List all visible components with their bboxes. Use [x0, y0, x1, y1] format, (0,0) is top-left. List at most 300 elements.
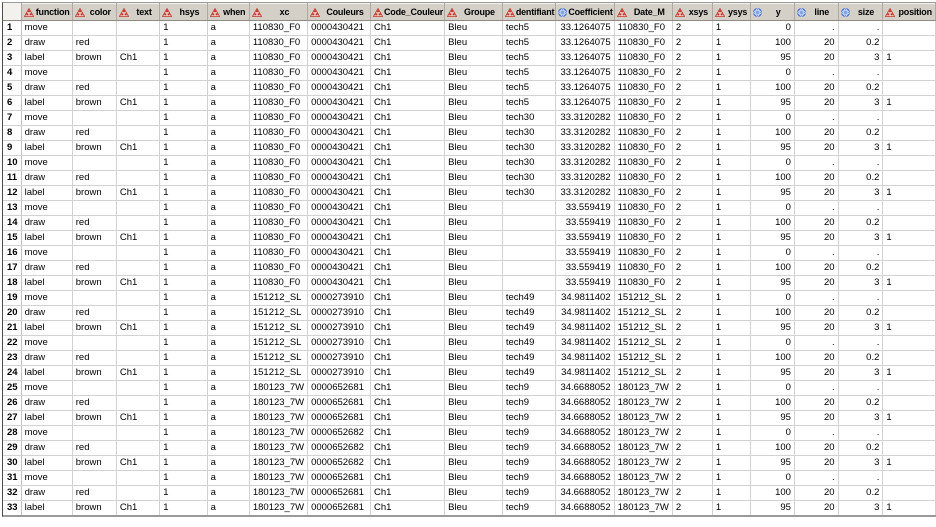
cell-function[interactable]: label	[21, 141, 72, 156]
cell-text[interactable]: Ch1	[116, 366, 159, 381]
cell-color[interactable]: brown	[72, 231, 116, 246]
row-number[interactable]: 19	[3, 291, 21, 306]
cell-couleurs[interactable]: 0000430421	[308, 261, 371, 276]
cell-xc[interactable]: 151212_SL	[249, 321, 307, 336]
cell-xc[interactable]: 151212_SL	[249, 366, 307, 381]
cell-line[interactable]: 20	[794, 186, 838, 201]
cell-xsys[interactable]: 2	[672, 396, 712, 411]
cell-text[interactable]	[116, 351, 159, 366]
cell-when[interactable]: a	[207, 21, 249, 36]
cell-xc[interactable]: 110830_F0	[249, 66, 307, 81]
cell-hsys[interactable]: 1	[160, 246, 207, 261]
cell-xc[interactable]: 110830_F0	[249, 171, 307, 186]
cell-groupe[interactable]: Bleu	[445, 216, 503, 231]
cell-function[interactable]: label	[21, 411, 72, 426]
cell-date_m[interactable]: 110830_F0	[614, 261, 672, 276]
cell-ysys[interactable]: 1	[712, 141, 750, 156]
cell-dentifiant[interactable]: tech9	[502, 396, 556, 411]
cell-groupe[interactable]: Bleu	[445, 231, 503, 246]
cell-xsys[interactable]: 2	[672, 366, 712, 381]
cell-when[interactable]: a	[207, 441, 249, 456]
cell-text[interactable]	[116, 126, 159, 141]
cell-text[interactable]	[116, 246, 159, 261]
cell-date_m[interactable]: 180123_7W	[614, 486, 672, 501]
cell-xsys[interactable]: 2	[672, 276, 712, 291]
cell-coefficient[interactable]: 34.6688052	[556, 486, 614, 501]
cell-couleurs[interactable]: 0000273910	[308, 306, 371, 321]
cell-y[interactable]: 0	[751, 156, 795, 171]
cell-xc[interactable]: 110830_F0	[249, 126, 307, 141]
cell-coefficient[interactable]: 33.1264075	[556, 21, 614, 36]
cell-position[interactable]: 1	[883, 96, 936, 111]
cell-text[interactable]	[116, 426, 159, 441]
cell-color[interactable]: red	[72, 441, 116, 456]
row-number[interactable]: 12	[3, 186, 21, 201]
cell-couleurs[interactable]: 0000652682	[308, 426, 371, 441]
cell-couleurs[interactable]: 0000430421	[308, 171, 371, 186]
cell-coefficient[interactable]: 34.6688052	[556, 381, 614, 396]
cell-xc[interactable]: 180123_7W	[249, 456, 307, 471]
cell-date_m[interactable]: 151212_SL	[614, 291, 672, 306]
cell-size[interactable]: 0.2	[838, 216, 883, 231]
cell-groupe[interactable]: Bleu	[445, 96, 503, 111]
cell-couleurs[interactable]: 0000430421	[308, 21, 371, 36]
row-number[interactable]: 11	[3, 171, 21, 186]
cell-dentifiant[interactable]: tech30	[502, 111, 556, 126]
cell-when[interactable]: a	[207, 486, 249, 501]
cell-code_couleur[interactable]: Ch1	[370, 276, 444, 291]
cell-hsys[interactable]: 1	[160, 381, 207, 396]
cell-xc[interactable]: 180123_7W	[249, 441, 307, 456]
cell-when[interactable]: a	[207, 111, 249, 126]
cell-size[interactable]: 0.2	[838, 171, 883, 186]
cell-hsys[interactable]: 1	[160, 96, 207, 111]
cell-coefficient[interactable]: 34.9811402	[556, 306, 614, 321]
cell-code_couleur[interactable]: Ch1	[370, 231, 444, 246]
cell-groupe[interactable]: Bleu	[445, 351, 503, 366]
cell-when[interactable]: a	[207, 336, 249, 351]
cell-color[interactable]: brown	[72, 276, 116, 291]
cell-position[interactable]: 1	[883, 456, 936, 471]
cell-couleurs[interactable]: 0000430421	[308, 66, 371, 81]
cell-position[interactable]: 1	[883, 51, 936, 66]
cell-date_m[interactable]: 110830_F0	[614, 156, 672, 171]
cell-line[interactable]: 20	[794, 441, 838, 456]
cell-y[interactable]: 100	[751, 216, 795, 231]
cell-couleurs[interactable]: 0000430421	[308, 36, 371, 51]
cell-code_couleur[interactable]: Ch1	[370, 51, 444, 66]
cell-y[interactable]: 100	[751, 171, 795, 186]
cell-color[interactable]: brown	[72, 186, 116, 201]
cell-text[interactable]: Ch1	[116, 456, 159, 471]
cell-xsys[interactable]: 2	[672, 81, 712, 96]
cell-dentifiant[interactable]: tech30	[502, 186, 556, 201]
cell-dentifiant[interactable]: tech9	[502, 471, 556, 486]
cell-code_couleur[interactable]: Ch1	[370, 111, 444, 126]
cell-couleurs[interactable]: 0000273910	[308, 291, 371, 306]
cell-xsys[interactable]: 2	[672, 456, 712, 471]
cell-xsys[interactable]: 2	[672, 246, 712, 261]
cell-color[interactable]	[72, 21, 116, 36]
cell-groupe[interactable]: Bleu	[445, 156, 503, 171]
cell-when[interactable]: a	[207, 321, 249, 336]
cell-date_m[interactable]: 180123_7W	[614, 381, 672, 396]
cell-text[interactable]	[116, 66, 159, 81]
row-number[interactable]: 2	[3, 36, 21, 51]
cell-couleurs[interactable]: 0000652681	[308, 471, 371, 486]
cell-color[interactable]: red	[72, 351, 116, 366]
cell-ysys[interactable]: 1	[712, 216, 750, 231]
cell-line[interactable]: 20	[794, 36, 838, 51]
cell-size[interactable]: .	[838, 426, 883, 441]
cell-ysys[interactable]: 1	[712, 246, 750, 261]
cell-ysys[interactable]: 1	[712, 186, 750, 201]
cell-xc[interactable]: 110830_F0	[249, 111, 307, 126]
cell-couleurs[interactable]: 0000652682	[308, 456, 371, 471]
cell-coefficient[interactable]: 34.6688052	[556, 441, 614, 456]
cell-size[interactable]: .	[838, 156, 883, 171]
cell-xsys[interactable]: 2	[672, 411, 712, 426]
cell-size[interactable]: 3	[838, 321, 883, 336]
cell-couleurs[interactable]: 0000652681	[308, 486, 371, 501]
cell-function[interactable]: move	[21, 66, 72, 81]
cell-xc[interactable]: 110830_F0	[249, 156, 307, 171]
cell-dentifiant[interactable]: tech9	[502, 426, 556, 441]
cell-hsys[interactable]: 1	[160, 456, 207, 471]
cell-color[interactable]: red	[72, 126, 116, 141]
cell-function[interactable]: draw	[21, 306, 72, 321]
cell-date_m[interactable]: 151212_SL	[614, 306, 672, 321]
cell-date_m[interactable]: 180123_7W	[614, 426, 672, 441]
cell-text[interactable]	[116, 486, 159, 501]
cell-code_couleur[interactable]: Ch1	[370, 216, 444, 231]
cell-size[interactable]: .	[838, 21, 883, 36]
cell-xsys[interactable]: 2	[672, 306, 712, 321]
cell-line[interactable]: .	[794, 201, 838, 216]
cell-code_couleur[interactable]: Ch1	[370, 426, 444, 441]
cell-hsys[interactable]: 1	[160, 81, 207, 96]
cell-hsys[interactable]: 1	[160, 201, 207, 216]
cell-function[interactable]: draw	[21, 441, 72, 456]
cell-when[interactable]: a	[207, 411, 249, 426]
cell-groupe[interactable]: Bleu	[445, 306, 503, 321]
cell-couleurs[interactable]: 0000273910	[308, 321, 371, 336]
cell-size[interactable]: 3	[838, 231, 883, 246]
cell-xc[interactable]: 110830_F0	[249, 36, 307, 51]
cell-xc[interactable]: 110830_F0	[249, 51, 307, 66]
cell-coefficient[interactable]: 34.9811402	[556, 291, 614, 306]
cell-position[interactable]	[883, 486, 936, 501]
cell-xc[interactable]: 151212_SL	[249, 336, 307, 351]
cell-code_couleur[interactable]: Ch1	[370, 306, 444, 321]
row-number[interactable]: 23	[3, 351, 21, 366]
cell-date_m[interactable]: 180123_7W	[614, 441, 672, 456]
cell-size[interactable]: 0.2	[838, 441, 883, 456]
cell-line[interactable]: 20	[794, 141, 838, 156]
cell-xc[interactable]: 110830_F0	[249, 21, 307, 36]
cell-coefficient[interactable]: 34.9811402	[556, 366, 614, 381]
cell-line[interactable]: 20	[794, 306, 838, 321]
cell-xsys[interactable]: 2	[672, 36, 712, 51]
cell-y[interactable]: 0	[751, 246, 795, 261]
cell-ysys[interactable]: 1	[712, 441, 750, 456]
row-number[interactable]: 10	[3, 156, 21, 171]
cell-xsys[interactable]: 2	[672, 141, 712, 156]
cell-coefficient[interactable]: 34.6688052	[556, 411, 614, 426]
cell-position[interactable]	[883, 126, 936, 141]
cell-color[interactable]: brown	[72, 321, 116, 336]
cell-line[interactable]: .	[794, 471, 838, 486]
cell-function[interactable]: move	[21, 156, 72, 171]
cell-date_m[interactable]: 180123_7W	[614, 396, 672, 411]
column-header-ysys[interactable]	[712, 4, 750, 21]
cell-xc[interactable]: 110830_F0	[249, 186, 307, 201]
cell-coefficient[interactable]: 33.559419	[556, 216, 614, 231]
column-header-code_couleur[interactable]	[370, 4, 444, 21]
cell-when[interactable]: a	[207, 96, 249, 111]
cell-ysys[interactable]: 1	[712, 351, 750, 366]
cell-coefficient[interactable]: 34.6688052	[556, 456, 614, 471]
cell-color[interactable]	[72, 336, 116, 351]
column-header-date_m[interactable]	[614, 4, 672, 21]
cell-color[interactable]	[72, 246, 116, 261]
cell-text[interactable]	[116, 336, 159, 351]
row-number[interactable]: 25	[3, 381, 21, 396]
cell-xc[interactable]: 180123_7W	[249, 411, 307, 426]
cell-color[interactable]: brown	[72, 51, 116, 66]
cell-code_couleur[interactable]: Ch1	[370, 291, 444, 306]
cell-when[interactable]: a	[207, 501, 249, 516]
cell-xsys[interactable]: 2	[672, 381, 712, 396]
column-header-hsys[interactable]	[160, 4, 207, 21]
cell-line[interactable]: 20	[794, 261, 838, 276]
cell-xsys[interactable]: 2	[672, 126, 712, 141]
cell-ysys[interactable]: 1	[712, 276, 750, 291]
cell-dentifiant[interactable]: tech5	[502, 36, 556, 51]
cell-y[interactable]: 95	[751, 276, 795, 291]
cell-text[interactable]	[116, 216, 159, 231]
cell-dentifiant[interactable]: tech30	[502, 171, 556, 186]
cell-hsys[interactable]: 1	[160, 471, 207, 486]
cell-ysys[interactable]: 1	[712, 336, 750, 351]
cell-xsys[interactable]: 2	[672, 111, 712, 126]
cell-code_couleur[interactable]: Ch1	[370, 21, 444, 36]
cell-couleurs[interactable]: 0000430421	[308, 111, 371, 126]
cell-dentifiant[interactable]: tech5	[502, 21, 556, 36]
cell-color[interactable]: brown	[72, 501, 116, 516]
cell-function[interactable]: move	[21, 201, 72, 216]
cell-size[interactable]: 0.2	[838, 261, 883, 276]
cell-function[interactable]: move	[21, 111, 72, 126]
cell-couleurs[interactable]: 0000430421	[308, 276, 371, 291]
cell-size[interactable]: 0.2	[838, 36, 883, 51]
cell-text[interactable]	[116, 171, 159, 186]
cell-hsys[interactable]: 1	[160, 276, 207, 291]
cell-groupe[interactable]: Bleu	[445, 171, 503, 186]
row-number[interactable]: 28	[3, 426, 21, 441]
cell-date_m[interactable]: 151212_SL	[614, 321, 672, 336]
cell-color[interactable]: red	[72, 36, 116, 51]
cell-size[interactable]: 3	[838, 366, 883, 381]
cell-line[interactable]: 20	[794, 171, 838, 186]
cell-color[interactable]	[72, 111, 116, 126]
cell-couleurs[interactable]: 0000652681	[308, 501, 371, 516]
cell-code_couleur[interactable]: Ch1	[370, 486, 444, 501]
cell-ysys[interactable]: 1	[712, 291, 750, 306]
cell-couleurs[interactable]: 0000430421	[308, 186, 371, 201]
cell-xc[interactable]: 110830_F0	[249, 261, 307, 276]
cell-coefficient[interactable]: 33.559419	[556, 231, 614, 246]
cell-ysys[interactable]: 1	[712, 426, 750, 441]
cell-color[interactable]	[72, 471, 116, 486]
cell-text[interactable]	[116, 156, 159, 171]
cell-position[interactable]	[883, 336, 936, 351]
cell-hsys[interactable]: 1	[160, 126, 207, 141]
cell-line[interactable]: .	[794, 291, 838, 306]
cell-dentifiant[interactable]: tech9	[502, 501, 556, 516]
cell-date_m[interactable]: 180123_7W	[614, 501, 672, 516]
cell-xsys[interactable]: 2	[672, 231, 712, 246]
cell-xsys[interactable]: 2	[672, 156, 712, 171]
cell-dentifiant[interactable]	[502, 231, 556, 246]
cell-groupe[interactable]: Bleu	[445, 471, 503, 486]
row-number[interactable]: 30	[3, 456, 21, 471]
cell-size[interactable]: 3	[838, 456, 883, 471]
cell-size[interactable]: 0.2	[838, 81, 883, 96]
cell-couleurs[interactable]: 0000430421	[308, 126, 371, 141]
row-number[interactable]: 33	[3, 501, 21, 516]
cell-size[interactable]: 3	[838, 276, 883, 291]
cell-xsys[interactable]: 2	[672, 351, 712, 366]
cell-ysys[interactable]: 1	[712, 261, 750, 276]
cell-position[interactable]	[883, 426, 936, 441]
cell-when[interactable]: a	[207, 456, 249, 471]
cell-y[interactable]: 100	[751, 81, 795, 96]
cell-when[interactable]: a	[207, 201, 249, 216]
cell-size[interactable]: 0.2	[838, 396, 883, 411]
cell-couleurs[interactable]: 0000430421	[308, 246, 371, 261]
cell-position[interactable]	[883, 111, 936, 126]
cell-dentifiant[interactable]: tech5	[502, 66, 556, 81]
cell-couleurs[interactable]: 0000430421	[308, 141, 371, 156]
cell-size[interactable]: .	[838, 111, 883, 126]
cell-position[interactable]	[883, 36, 936, 51]
cell-line[interactable]: .	[794, 426, 838, 441]
cell-line[interactable]: 20	[794, 126, 838, 141]
cell-when[interactable]: a	[207, 426, 249, 441]
row-number[interactable]: 32	[3, 486, 21, 501]
cell-text[interactable]: Ch1	[116, 321, 159, 336]
cell-date_m[interactable]: 110830_F0	[614, 51, 672, 66]
cell-dentifiant[interactable]: tech9	[502, 411, 556, 426]
cell-hsys[interactable]: 1	[160, 36, 207, 51]
cell-text[interactable]	[116, 21, 159, 36]
cell-xsys[interactable]: 2	[672, 336, 712, 351]
cell-hsys[interactable]: 1	[160, 441, 207, 456]
cell-xsys[interactable]: 2	[672, 261, 712, 276]
cell-code_couleur[interactable]: Ch1	[370, 396, 444, 411]
cell-position[interactable]	[883, 81, 936, 96]
cell-y[interactable]: 0	[751, 111, 795, 126]
column-header-when[interactable]	[207, 4, 249, 21]
cell-text[interactable]	[116, 81, 159, 96]
cell-text[interactable]: Ch1	[116, 411, 159, 426]
cell-ysys[interactable]: 1	[712, 321, 750, 336]
cell-position[interactable]	[883, 306, 936, 321]
cell-position[interactable]	[883, 381, 936, 396]
cell-code_couleur[interactable]: Ch1	[370, 351, 444, 366]
cell-ysys[interactable]: 1	[712, 396, 750, 411]
cell-line[interactable]: .	[794, 246, 838, 261]
cell-when[interactable]: a	[207, 141, 249, 156]
cell-size[interactable]: 3	[838, 51, 883, 66]
cell-when[interactable]: a	[207, 381, 249, 396]
cell-coefficient[interactable]: 33.1264075	[556, 66, 614, 81]
cell-dentifiant[interactable]: tech49	[502, 291, 556, 306]
cell-when[interactable]: a	[207, 126, 249, 141]
cell-hsys[interactable]: 1	[160, 501, 207, 516]
cell-y[interactable]: 0	[751, 66, 795, 81]
cell-xsys[interactable]: 2	[672, 321, 712, 336]
cell-xc[interactable]: 110830_F0	[249, 81, 307, 96]
cell-size[interactable]: .	[838, 381, 883, 396]
cell-xc[interactable]: 180123_7W	[249, 381, 307, 396]
cell-text[interactable]	[116, 261, 159, 276]
cell-function[interactable]: label	[21, 366, 72, 381]
cell-size[interactable]: 0.2	[838, 126, 883, 141]
column-header-size[interactable]	[838, 4, 883, 21]
cell-function[interactable]: move	[21, 471, 72, 486]
cell-date_m[interactable]: 110830_F0	[614, 36, 672, 51]
cell-y[interactable]: 0	[751, 201, 795, 216]
column-header-text[interactable]	[116, 4, 159, 21]
cell-line[interactable]: 20	[794, 81, 838, 96]
cell-position[interactable]	[883, 156, 936, 171]
cell-line[interactable]: 20	[794, 486, 838, 501]
cell-dentifiant[interactable]: tech5	[502, 81, 556, 96]
cell-dentifiant[interactable]	[502, 216, 556, 231]
row-number[interactable]: 16	[3, 246, 21, 261]
cell-coefficient[interactable]: 33.3120282	[556, 141, 614, 156]
cell-groupe[interactable]: Bleu	[445, 381, 503, 396]
cell-code_couleur[interactable]: Ch1	[370, 81, 444, 96]
cell-couleurs[interactable]: 0000430421	[308, 216, 371, 231]
cell-hsys[interactable]: 1	[160, 216, 207, 231]
cell-dentifiant[interactable]: tech49	[502, 321, 556, 336]
cell-date_m[interactable]: 110830_F0	[614, 96, 672, 111]
cell-ysys[interactable]: 1	[712, 36, 750, 51]
cell-coefficient[interactable]: 33.1264075	[556, 81, 614, 96]
cell-text[interactable]: Ch1	[116, 186, 159, 201]
cell-y[interactable]: 95	[751, 231, 795, 246]
cell-color[interactable]: brown	[72, 96, 116, 111]
cell-color[interactable]: red	[72, 171, 116, 186]
cell-y[interactable]: 100	[751, 486, 795, 501]
cell-line[interactable]: 20	[794, 321, 838, 336]
cell-ysys[interactable]: 1	[712, 366, 750, 381]
column-header-function[interactable]	[21, 4, 72, 21]
cell-code_couleur[interactable]: Ch1	[370, 441, 444, 456]
cell-xc[interactable]: 180123_7W	[249, 486, 307, 501]
cell-coefficient[interactable]: 34.9811402	[556, 336, 614, 351]
cell-text[interactable]	[116, 441, 159, 456]
cell-hsys[interactable]: 1	[160, 171, 207, 186]
row-number[interactable]: 22	[3, 336, 21, 351]
cell-y[interactable]: 0	[751, 426, 795, 441]
cell-hsys[interactable]: 1	[160, 351, 207, 366]
cell-y[interactable]: 100	[751, 36, 795, 51]
cell-size[interactable]: .	[838, 201, 883, 216]
